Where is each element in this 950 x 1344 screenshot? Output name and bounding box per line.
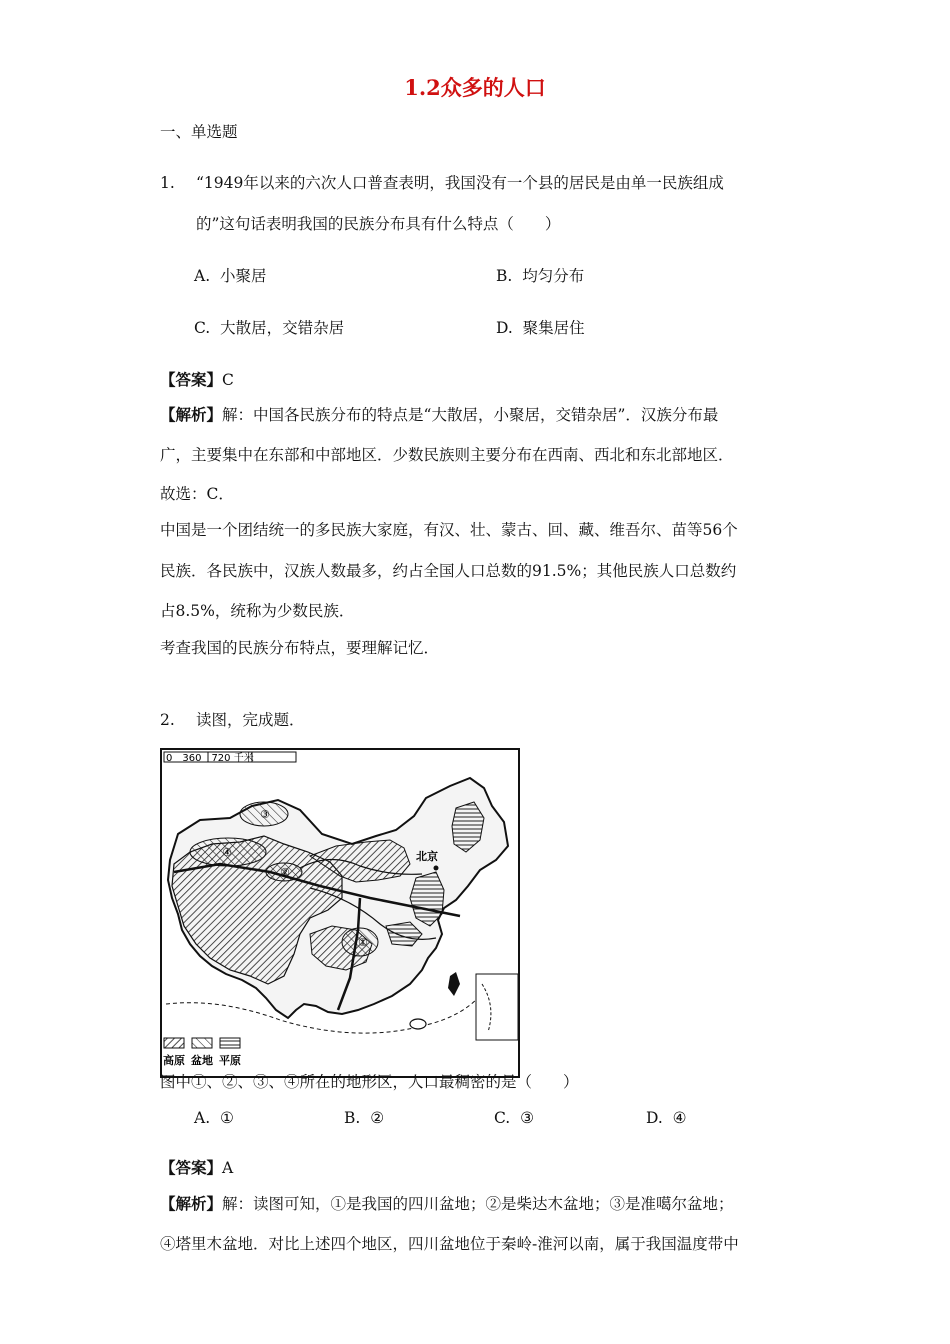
legend-swatch-basin [192, 1038, 212, 1048]
analysis-text: 解：读图可知，①是我国的四川盆地；②是柴达木盆地；③是准噶尔盆地； [222, 1195, 734, 1213]
answer-label: 【答案】 [160, 1158, 223, 1177]
option-text: 小聚居 [219, 267, 267, 285]
q1-analysis-line2: 广，主要集中在东部和中部地区．少数民族则主要分布在西南、西北和东北部地区． [160, 446, 734, 464]
marker-2: ② [280, 866, 290, 879]
option-text: ③ [520, 1109, 534, 1127]
q1-analysis-line3: 故选：C． [160, 485, 234, 503]
option-text: 均匀分布 [522, 267, 585, 285]
q2-question: 图中①、②、③、④所在的地形区，人口最稠密的是（ ） [160, 1073, 579, 1091]
option-key: A. [194, 267, 211, 285]
q1-analysis-line1 [160, 405, 718, 425]
q2-analysis-line2: ④塔里木盆地．对比上述四个地区，四川盆地位于秦岭-淮河以南，属于我国温度带中 [160, 1235, 739, 1253]
analysis-text: 解：中国各民族分布的特点是“大散居，小聚居，交错杂居”．汉族分布最 [222, 406, 719, 424]
legend-plateau: 高原 [163, 1054, 185, 1067]
hainan-island [410, 1019, 426, 1029]
analysis-label: 【解析】 [160, 405, 223, 424]
scale-text: 0 360 720 千米 [166, 753, 254, 764]
option-text: ② [370, 1109, 385, 1127]
q2-stem: 读图，完成题． [196, 711, 305, 729]
option-text: 大散居，交错杂居 [220, 319, 345, 337]
option-key: C. [494, 1109, 511, 1127]
q2-answer [160, 1158, 233, 1178]
answer-value: C [222, 371, 234, 389]
option-key: A. [194, 1109, 211, 1127]
option-text: 聚集居住 [522, 319, 585, 337]
option-key: B. [344, 1109, 361, 1127]
page-title: 1.2众多的人口 [404, 75, 546, 100]
q2-option-a[interactable] [194, 1108, 234, 1128]
q1-number: 1. [160, 174, 175, 192]
q1-option-c[interactable] [194, 318, 344, 338]
option-text: ① [219, 1109, 234, 1127]
q2-option-b[interactable] [344, 1108, 384, 1128]
q1-analysis-line4: 中国是一个团结统一的多民族大家庭，有汉、壮、蒙古、回、藏、维吾尔、苗等56个 [160, 521, 738, 539]
section-heading: 一、单选题 [160, 123, 238, 141]
answer-value: A [222, 1159, 234, 1177]
marker-3: ③ [260, 808, 270, 821]
china-terrain-map [160, 748, 520, 1078]
q1-analysis-line6: 占8.5%，统称为少数民族． [160, 602, 355, 620]
legend-swatch-plateau [164, 1038, 184, 1048]
analysis-label: 【解析】 [160, 1194, 223, 1213]
beijing-dot [434, 866, 439, 871]
legend-basin: 盆地 [191, 1054, 213, 1067]
q1-analysis-line5: 民族．各民族中，汉族人数最多，约占全国人口总数的91.5%；其他民族人口总数约 [160, 562, 737, 580]
option-key: D. [646, 1109, 663, 1127]
q1-option-d[interactable] [496, 318, 585, 338]
legend-plain: 平原 [219, 1054, 241, 1067]
option-text: ④ [672, 1109, 687, 1127]
marker-4: ④ [222, 846, 232, 859]
q1-option-a[interactable] [194, 266, 267, 286]
legend-swatch-plain [220, 1038, 240, 1048]
q1-stem-line1: “1949年以来的六次人口普查表明，我国没有一个县的居民是由单一民族组成 [196, 174, 724, 192]
option-key: B. [496, 267, 513, 285]
marker-1: ① [358, 936, 368, 949]
q2-option-d[interactable] [646, 1108, 687, 1128]
q2-analysis-line1 [160, 1194, 734, 1214]
beijing-label: 北京 [416, 850, 438, 863]
q2-option-c[interactable] [494, 1108, 534, 1128]
option-key: D. [496, 319, 513, 337]
option-key: C. [194, 319, 211, 337]
q1-analysis-line7: 考查我国的民族分布特点，要理解记忆． [160, 639, 440, 657]
q1-stem-line2: 的”这句话表明我国的民族分布具有什么特点（ ） [196, 215, 561, 233]
q1-answer [160, 370, 234, 390]
answer-label: 【答案】 [160, 370, 223, 389]
q2-number: 2. [160, 711, 175, 729]
q1-option-b[interactable] [496, 266, 584, 286]
